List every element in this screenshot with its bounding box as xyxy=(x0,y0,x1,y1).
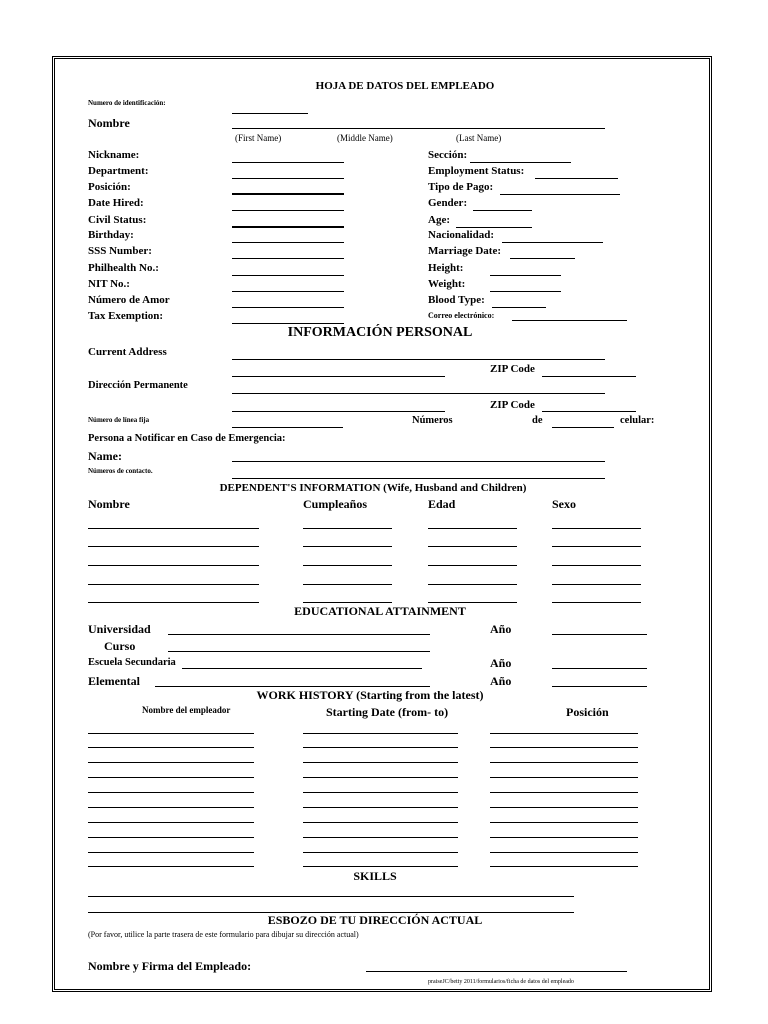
numero-amor-line[interactable] xyxy=(232,307,344,308)
dependent-age-line[interactable] xyxy=(428,602,517,603)
elemental-label: Elemental xyxy=(88,674,140,688)
work-dates-line[interactable] xyxy=(303,866,458,867)
dependent-birthday-line[interactable] xyxy=(303,546,392,547)
first-name-hint: (First Name) xyxy=(235,133,282,143)
dependent-name-line[interactable] xyxy=(88,565,259,566)
dependents-col-name: Nombre xyxy=(88,497,130,511)
field-employment-status: Employment Status: xyxy=(428,165,525,177)
ano-label-2: Año xyxy=(490,656,512,670)
dependent-name-line[interactable] xyxy=(88,584,259,585)
dependent-name-line[interactable] xyxy=(88,528,259,529)
emergency-name-label: Name: xyxy=(88,449,122,463)
id-number-label: Numero de identificación: xyxy=(88,99,166,107)
work-dates-line[interactable] xyxy=(303,777,458,778)
curso-line[interactable] xyxy=(168,651,430,652)
work-dates-line[interactable] xyxy=(303,792,458,793)
work-dates-line[interactable] xyxy=(303,747,458,748)
work-position-line[interactable] xyxy=(490,807,638,808)
ano-label-1: Año xyxy=(490,622,512,636)
de-label: de xyxy=(532,415,543,426)
work-position-line[interactable] xyxy=(490,777,638,778)
sketch-note: (Por favor, utilice la parte trasera de este formulario para dibujar su dirección actual) xyxy=(88,930,359,939)
civil-status-line[interactable] xyxy=(232,226,344,228)
dependent-sex-line[interactable] xyxy=(552,565,641,566)
field-weight: Weight: xyxy=(428,278,466,290)
dependent-sex-line[interactable] xyxy=(552,528,641,529)
date-hired-line[interactable] xyxy=(232,210,344,211)
work-employer-line[interactable] xyxy=(88,777,254,778)
work-employer-line[interactable] xyxy=(88,866,254,867)
current-address-label: Current Address xyxy=(88,346,167,358)
ano-label-3: Año xyxy=(490,674,512,688)
skills-heading: SKILLS xyxy=(353,869,397,883)
form-title: HOJA DE DATOS DEL EMPLEADO xyxy=(315,80,495,92)
sss-line[interactable] xyxy=(232,258,344,259)
skills-line-1[interactable] xyxy=(88,896,574,897)
field-height: Height: xyxy=(428,262,464,274)
zip-code-line-2[interactable] xyxy=(542,411,636,412)
work-employer-line[interactable] xyxy=(88,852,254,853)
department-line[interactable] xyxy=(232,178,344,179)
field-nit: NIT No.: xyxy=(88,278,130,290)
work-position-line[interactable] xyxy=(490,837,638,838)
field-age: Age: xyxy=(428,214,450,226)
height-line[interactable] xyxy=(490,275,561,276)
dependent-birthday-line[interactable] xyxy=(303,602,392,603)
work-position-line[interactable] xyxy=(490,852,638,853)
ano-line-1[interactable] xyxy=(552,634,647,635)
landline-line[interactable] xyxy=(232,427,343,428)
emergency-label: Persona a Notificar en Caso de Emergencia: xyxy=(88,433,286,444)
name-line[interactable] xyxy=(232,128,605,129)
contact-numbers-label: Números de contacto. xyxy=(88,467,153,475)
permanent-address-label: Dirección Permanente xyxy=(88,380,188,391)
work-employer-line[interactable] xyxy=(88,747,254,748)
current-address-line-1[interactable] xyxy=(232,359,605,360)
dependent-sex-line[interactable] xyxy=(552,602,641,603)
universidad-line[interactable] xyxy=(168,634,430,635)
celular-label: celular: xyxy=(620,415,655,426)
field-email: Correo electrónico: xyxy=(428,311,495,320)
philhealth-line[interactable] xyxy=(232,275,344,276)
work-dates-line[interactable] xyxy=(303,733,458,734)
work-dates-line[interactable] xyxy=(303,852,458,853)
dependent-age-line[interactable] xyxy=(428,546,517,547)
zip-code-label-1: ZIP Code xyxy=(490,363,535,375)
footer-note: praiseJC/betty 2011/formularios/ficha de datos del empleado xyxy=(428,979,574,985)
work-employer-line[interactable] xyxy=(88,762,254,763)
field-philhealth: Philhealth No.: xyxy=(88,262,159,274)
secundaria-line[interactable] xyxy=(182,668,422,669)
emergency-name-line[interactable] xyxy=(232,461,605,462)
dependent-sex-line[interactable] xyxy=(552,584,641,585)
work-employer-line[interactable] xyxy=(88,792,254,793)
education-heading: EDUCATIONAL ATTAINMENT xyxy=(294,604,466,618)
sketch-heading: ESBOZO DE TU DIRECCIÓN ACTUAL xyxy=(267,913,483,927)
position-line[interactable] xyxy=(232,193,344,195)
work-employer-line[interactable] xyxy=(88,807,254,808)
blood-type-line[interactable] xyxy=(492,307,546,308)
work-employer-line[interactable] xyxy=(88,733,254,734)
numeros-label: Números xyxy=(412,415,453,426)
name-label: Nombre xyxy=(88,116,130,130)
dependent-sex-line[interactable] xyxy=(552,546,641,547)
signature-line[interactable] xyxy=(366,971,627,972)
age-line[interactable] xyxy=(456,227,532,228)
work-col-dates: Starting Date (from- to) xyxy=(326,705,449,719)
marriage-date-line[interactable] xyxy=(510,258,575,259)
field-department: Department: xyxy=(88,165,149,177)
zip-code-label-2: ZIP Code xyxy=(490,399,535,411)
work-position-line[interactable] xyxy=(490,792,638,793)
dependent-birthday-line[interactable] xyxy=(303,528,392,529)
work-employer-line[interactable] xyxy=(88,822,254,823)
employment-status-line[interactable] xyxy=(535,178,618,179)
middle-name-hint: (Middle Name) xyxy=(337,133,393,143)
tipo-pago-line[interactable] xyxy=(500,194,620,195)
field-civil-status: Civil Status: xyxy=(88,214,147,226)
permanent-address-line-1[interactable] xyxy=(232,393,605,394)
field-tipo-pago: Tipo de Pago: xyxy=(428,181,494,193)
ano-line-3[interactable] xyxy=(552,686,647,687)
field-seccion: Sección: xyxy=(428,149,468,161)
dependent-age-line[interactable] xyxy=(428,528,517,529)
current-address-line-2[interactable] xyxy=(232,376,445,377)
work-dates-line[interactable] xyxy=(303,837,458,838)
ano-line-2[interactable] xyxy=(552,668,647,669)
field-tax-exemption: Tax Exemption: xyxy=(88,310,164,322)
landline-label: Número de línea fija xyxy=(88,416,150,424)
cellphone-line[interactable] xyxy=(552,427,614,428)
nacionalidad-line[interactable] xyxy=(502,242,603,243)
field-blood-type: Blood Type: xyxy=(428,294,485,306)
work-position-line[interactable] xyxy=(490,762,638,763)
field-sss-number: SSS Number: xyxy=(88,245,152,257)
nit-line[interactable] xyxy=(232,291,344,292)
nickname-line[interactable] xyxy=(232,162,344,163)
gender-line[interactable] xyxy=(473,210,532,211)
signature-label: Nombre y Firma del Empleado: xyxy=(88,959,252,973)
work-position-line[interactable] xyxy=(490,747,638,748)
field-birthday: Birthday: xyxy=(88,229,134,241)
field-marriage-date: Marriage Date: xyxy=(428,245,501,257)
dependents-col-sex: Sexo xyxy=(552,497,576,511)
tax-exemption-line[interactable] xyxy=(232,323,344,324)
work-col-position: Posición xyxy=(566,705,609,719)
secundaria-label: Escuela Secundaria xyxy=(88,657,176,668)
dependent-birthday-line[interactable] xyxy=(303,565,392,566)
work-employer-line[interactable] xyxy=(88,837,254,838)
field-gender: Gender: xyxy=(428,197,468,209)
last-name-hint: (Last Name) xyxy=(456,133,502,143)
id-number-line[interactable] xyxy=(232,113,308,114)
dependents-heading: DEPENDENT'S INFORMATION (Wife, Husband and Children) xyxy=(219,482,527,494)
field-position: Posición: xyxy=(88,181,131,193)
work-dates-line[interactable] xyxy=(303,822,458,823)
field-nickname: Nickname: xyxy=(88,149,140,161)
dependents-col-age: Edad xyxy=(428,497,456,511)
seccion-line[interactable] xyxy=(470,162,571,163)
dependent-name-line[interactable] xyxy=(88,546,259,547)
weight-line[interactable] xyxy=(490,291,561,292)
birthday-line[interactable] xyxy=(232,242,344,243)
permanent-address-line-2[interactable] xyxy=(232,411,445,412)
universidad-label: Universidad xyxy=(88,622,151,636)
contact-numbers-line[interactable] xyxy=(232,478,605,479)
work-heading: WORK HISTORY (Starting from the latest) xyxy=(256,688,484,702)
elemental-line[interactable] xyxy=(155,686,430,687)
dependent-name-line[interactable] xyxy=(88,602,259,603)
work-position-line[interactable] xyxy=(490,866,638,867)
field-numero-amor: Número de Amor xyxy=(88,294,170,306)
dependent-age-line[interactable] xyxy=(428,584,517,585)
work-position-line[interactable] xyxy=(490,733,638,734)
zip-code-line-1[interactable] xyxy=(542,376,636,377)
dependents-col-birthday: Cumpleaños xyxy=(303,497,368,511)
dependent-age-line[interactable] xyxy=(428,565,517,566)
work-col-employer: Nombre del empleador xyxy=(142,705,231,715)
personal-heading: INFORMACIÓN PERSONAL xyxy=(287,325,473,340)
work-dates-line[interactable] xyxy=(303,762,458,763)
work-position-line[interactable] xyxy=(490,822,638,823)
field-nacionalidad: Nacionalidad: xyxy=(428,229,495,241)
dependent-birthday-line[interactable] xyxy=(303,584,392,585)
work-dates-line[interactable] xyxy=(303,807,458,808)
email-line[interactable] xyxy=(512,320,627,321)
field-date-hired: Date Hired: xyxy=(88,197,144,209)
curso-label: Curso xyxy=(104,639,136,653)
